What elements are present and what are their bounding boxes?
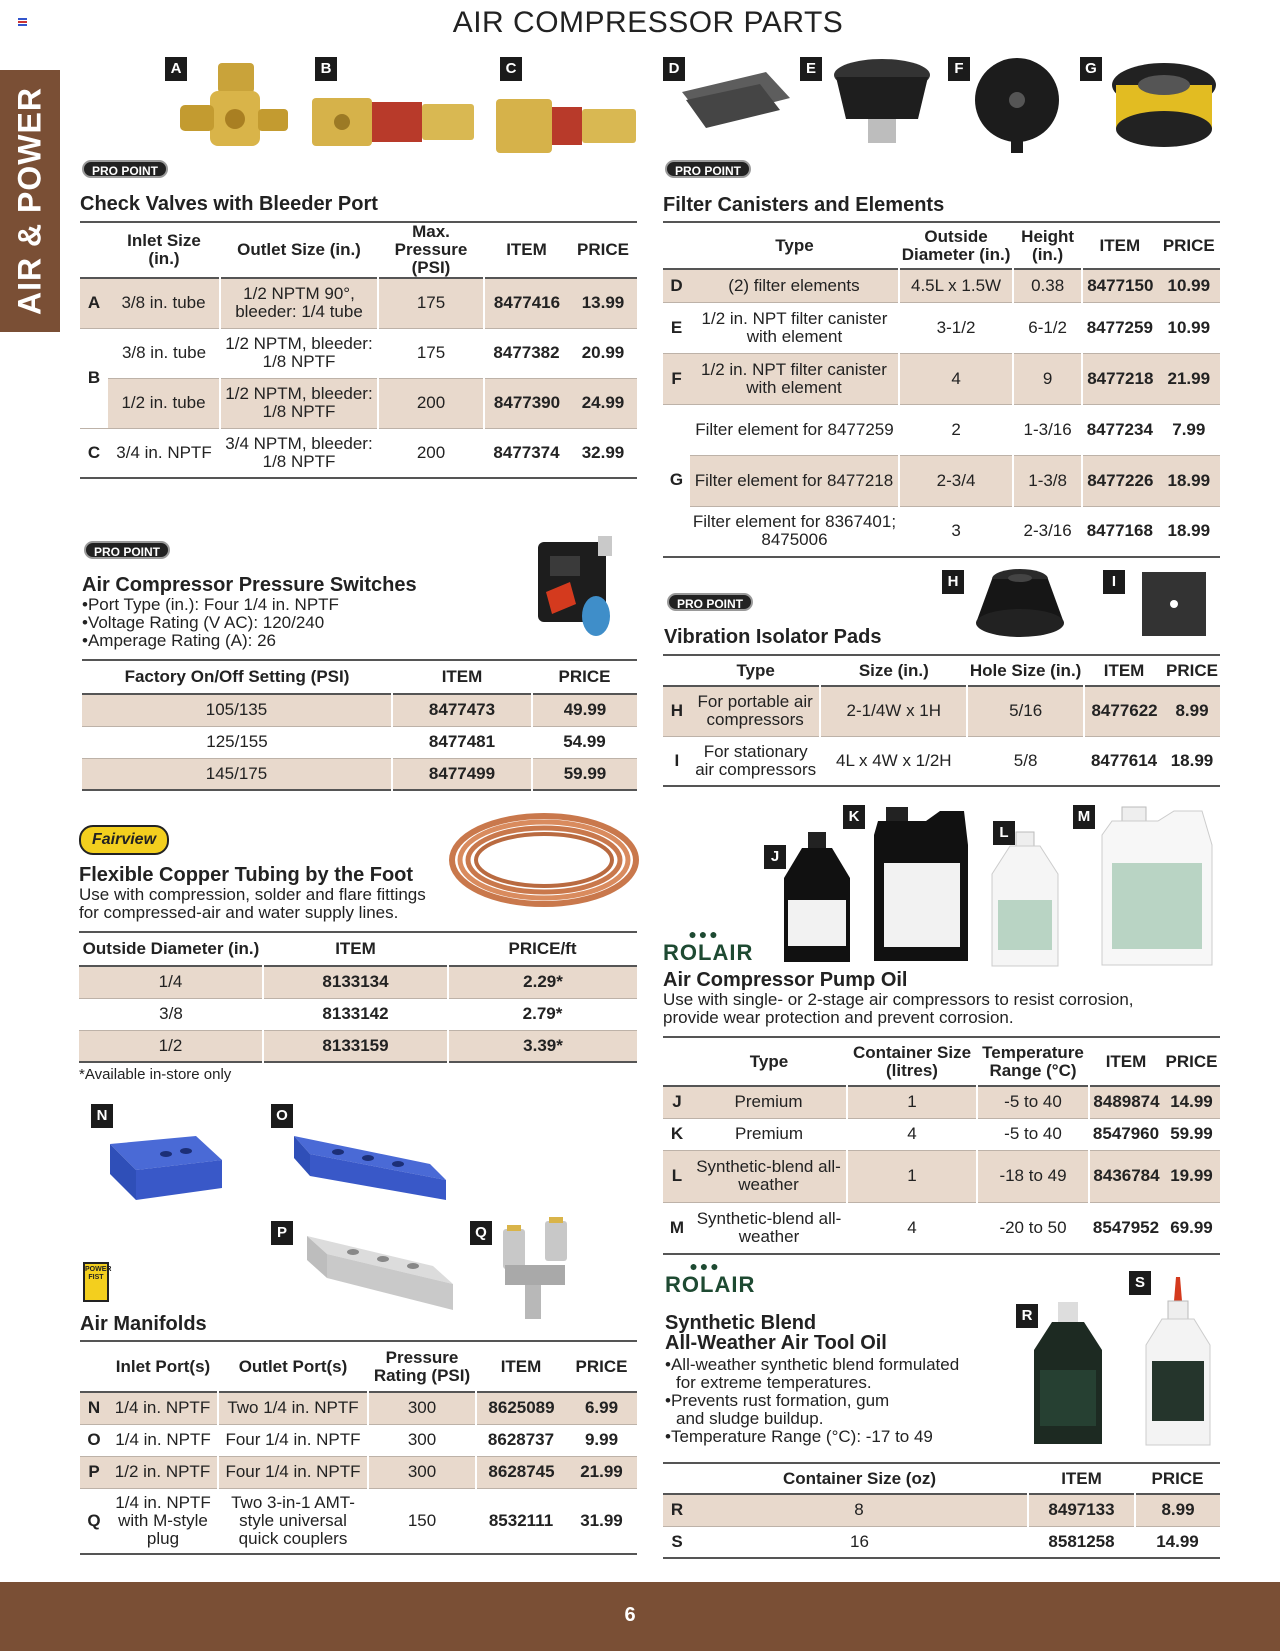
row-letter: G	[663, 404, 690, 557]
manifold-p-image	[303, 1226, 458, 1316]
diameter-cell: 3	[951, 521, 961, 541]
diameter-cell: 3-1/2	[936, 317, 976, 337]
outlet-cell: 3/4 NPTM, bleeder: 1/8 NPTF	[225, 433, 373, 471]
pump-oil-title: Air Compressor Pump Oil	[663, 969, 908, 991]
price-cell: 24.99	[569, 378, 637, 428]
table-row	[82, 694, 637, 726]
item-cell: 8477473	[392, 694, 532, 726]
outlet-cell: Two 3-in-1 AMT-style universal quick couplers	[231, 1492, 355, 1548]
row-letter: F	[663, 353, 690, 404]
item-cell: 8477622	[1084, 686, 1164, 736]
height-cell: 1-3/8	[1013, 455, 1082, 506]
title-line: All-Weather Air Tool Oil	[665, 1332, 887, 1354]
row-letter: S	[671, 1531, 683, 1551]
column-header: Container Size (litres)	[852, 1042, 972, 1080]
price-cell: 14.99	[1156, 1531, 1199, 1551]
outlet-cell: 1/2 NPTM 90°, bleeder: 1/4 tube	[220, 278, 378, 328]
side-tab	[0, 70, 60, 332]
check-valves-title: Check Valves with Bleeder Port	[80, 193, 378, 215]
price-cell: 18.99	[1167, 521, 1211, 541]
column-header: Outside Diameter (in.)	[82, 939, 260, 958]
column-header: PRICE	[1165, 1051, 1218, 1071]
pressure-switches-table	[82, 661, 637, 791]
outlet-cell: Two 1/4 in. NPTF	[218, 1392, 368, 1424]
letter-label: K	[843, 805, 865, 829]
letter-label: F	[948, 57, 970, 81]
range-cell: -5 to 40	[1004, 1124, 1062, 1143]
pressure-switch-image	[530, 532, 620, 642]
filter-canister-e-image	[832, 55, 932, 150]
hole-cell: 5/8	[1013, 750, 1038, 770]
row-letter: C	[87, 442, 101, 462]
pressure-cell: 150	[407, 1510, 437, 1530]
manifold-n-image	[106, 1126, 226, 1206]
table-row	[663, 353, 1220, 404]
size-cell: 2-1/4W x 1H	[820, 686, 967, 736]
row-letter: E	[670, 317, 683, 337]
check-valve-b-image	[312, 90, 477, 155]
height-cell: 0.38	[1013, 269, 1082, 302]
filters-title: Filter Canisters and Elements	[663, 194, 945, 216]
spec-bullet: •Prevents rust formation, gum	[665, 1391, 890, 1410]
letter-label: O	[271, 1104, 293, 1128]
height-cell: 9	[1013, 353, 1082, 404]
item-cell: 8477168	[1086, 521, 1153, 541]
row-letter: J	[663, 1086, 691, 1118]
type-cell: Filter element for 8477218	[690, 455, 899, 506]
table-row	[663, 269, 1220, 302]
range-cell: -18 to 49	[977, 1150, 1089, 1202]
item-cell: 8628745	[476, 1456, 566, 1488]
size-cell: 4	[907, 1217, 917, 1237]
page-title: AIR COMPRESSOR PARTS	[452, 6, 844, 39]
row-letter: M	[669, 1217, 685, 1237]
pro-point-logo: PRO POINT	[665, 160, 751, 178]
letter-label: E	[800, 57, 822, 81]
item-cell: 8477226	[1082, 455, 1158, 506]
letter-label: R	[1016, 1304, 1038, 1328]
column-header: Inlet Port(s)	[115, 1356, 211, 1376]
diameter-cell: 2-3/4	[899, 455, 1013, 506]
title-line: Synthetic Blend	[665, 1312, 817, 1334]
price-cell: 10.99	[1167, 317, 1211, 337]
letter-label: P	[271, 1221, 293, 1245]
column-header: Pressure Rating (PSI)	[373, 1347, 471, 1385]
table-row	[79, 966, 637, 998]
column-header: ITEM	[1103, 660, 1145, 680]
column-header: PRICE	[575, 1356, 628, 1376]
table-row	[663, 455, 1220, 506]
oil-bottle-l-image	[988, 830, 1063, 970]
copper-tubing-title: Flexible Copper Tubing by the Foot	[79, 864, 414, 886]
row-letter: A	[80, 278, 108, 328]
footnote: *Available in-store only	[79, 1066, 232, 1083]
item-cell: 8133159	[263, 1030, 448, 1062]
inlet-cell: 1/4 in. NPTF with M-style plug	[115, 1492, 211, 1548]
manifold-q-image	[495, 1215, 580, 1325]
size-cell: 8	[691, 1494, 1028, 1526]
item-cell: 8477382	[493, 343, 560, 362]
price-cell: 59.99	[1170, 1124, 1213, 1143]
type-cell: Synthetic-blend all-weather	[696, 1208, 842, 1246]
oil-jug-m-image	[1098, 805, 1216, 970]
item-cell: 8497133	[1028, 1494, 1135, 1526]
rolair-logo-text: ROLAIR	[665, 1272, 756, 1297]
column-header: Inlet Size (in.)	[127, 231, 201, 268]
row-letter: H	[663, 686, 691, 736]
price-cell: 31.99	[580, 1510, 623, 1530]
item-cell: 8628737	[487, 1430, 555, 1449]
table-row	[663, 1086, 1220, 1118]
tool-oil-title	[665, 1313, 887, 1353]
item-cell: 8477218	[1082, 353, 1158, 404]
inlet-cell: 1/2 in. tube	[108, 378, 220, 428]
description-line: provide wear protection and prevent corrosion.	[663, 1008, 1014, 1027]
table-row	[80, 428, 637, 478]
letter-label: H	[942, 570, 964, 594]
column-header: ITEM	[1105, 1051, 1147, 1071]
column-header: PRICE	[558, 667, 611, 686]
setting-cell: 145/175	[82, 758, 392, 790]
item-cell: 8477614	[1090, 750, 1158, 770]
table-row	[663, 1150, 1220, 1202]
pressure-cell: 200	[378, 378, 484, 428]
isolator-pads-title: Vibration Isolator Pads	[664, 626, 882, 648]
row-letter: B	[80, 328, 108, 428]
column-header: Size (in.)	[858, 660, 929, 680]
diameter-cell: 3/8	[159, 1004, 183, 1023]
row-letter: N	[80, 1392, 108, 1424]
tool-oil-s-image	[1142, 1275, 1214, 1450]
type-cell: For portable air compressors	[691, 686, 821, 736]
type-cell: 1/2 in. NPT filter canister with element	[701, 308, 888, 346]
row-letter: K	[670, 1124, 684, 1143]
column-header: Height (in.)	[1021, 226, 1075, 264]
copper-tubing-image	[446, 806, 642, 916]
height-cell: 2-3/16	[1023, 521, 1072, 541]
filters-table	[663, 223, 1220, 558]
column-header: Outside Diameter (in.)	[901, 226, 1011, 264]
inlet-cell: 1/2 in. NPTF	[108, 1456, 218, 1488]
table-row	[663, 1202, 1220, 1254]
item-cell: 8477416	[484, 278, 569, 328]
outlet-cell: 1/2 NPTM, bleeder: 1/8 NPTF	[220, 378, 378, 428]
price-cell: 20.99	[581, 343, 625, 362]
type-cell: Premium	[734, 1124, 803, 1143]
pressure-cell: 175	[378, 278, 484, 328]
diameter-cell: 1/2	[79, 1030, 263, 1062]
description-line: for compressed-air and water supply lines.	[79, 903, 399, 922]
column-header: Outlet Port(s)	[238, 1356, 348, 1376]
letter-label: D	[663, 57, 685, 81]
letter-label: I	[1103, 570, 1125, 594]
manifolds-title: Air Manifolds	[80, 1313, 207, 1335]
manifolds-table	[80, 1342, 637, 1555]
pressure-cell: 300	[368, 1456, 476, 1488]
diameter-cell: 2	[951, 419, 961, 439]
table-row	[80, 378, 637, 428]
item-cell: 8477259	[1086, 317, 1153, 337]
table-row	[80, 1392, 637, 1424]
pressure-switches-title: Air Compressor Pressure Switches	[82, 574, 417, 596]
tool-oil-table	[663, 1464, 1220, 1559]
pump-oil-description	[663, 991, 1134, 1027]
price-cell: 3.39*	[448, 1030, 637, 1062]
table-row	[80, 278, 637, 328]
table-row	[80, 328, 637, 378]
item-cell: 8133142	[322, 1004, 389, 1023]
price-cell: 10.99	[1158, 269, 1220, 302]
column-header: Type	[749, 1051, 789, 1071]
letter-label: L	[993, 821, 1015, 845]
column-header: Temperature Range (°C)	[982, 1042, 1084, 1080]
letter-label: N	[91, 1104, 113, 1128]
outlet-cell: Four 1/4 in. NPTF	[218, 1456, 368, 1488]
type-cell: Premium	[691, 1086, 847, 1118]
manifold-o-image	[290, 1126, 450, 1206]
price-cell: 69.99	[1170, 1217, 1213, 1237]
price-cell: 2.29*	[448, 966, 637, 998]
table-row	[663, 1494, 1220, 1526]
pressure-cell: 300	[368, 1392, 476, 1424]
description-line: Use with single- or 2-stage air compressors to resist corrosion,	[663, 990, 1134, 1009]
row-letter: I	[674, 750, 680, 770]
spec-bullet: •Amperage Rating (A): 26	[82, 631, 276, 650]
column-header: Container Size (oz)	[782, 1468, 936, 1488]
description-line: Use with compression, solder and flare fittings	[79, 885, 426, 904]
tool-oil-specs	[665, 1356, 959, 1446]
letter-label: S	[1129, 1271, 1151, 1295]
hole-cell: 5/16	[967, 686, 1084, 736]
price-cell: 19.99	[1163, 1150, 1220, 1202]
column-header: Hole Size (in.)	[969, 660, 1082, 680]
height-cell: 6-1/2	[1028, 317, 1067, 337]
spec-bullet: for extreme temperatures.	[676, 1373, 872, 1392]
check-valve-a-image	[180, 55, 295, 160]
item-cell: 8133134	[263, 966, 448, 998]
page-footer	[0, 1582, 1280, 1651]
spec-bullet: •Temperature Range (°C): -17 to 49	[665, 1427, 933, 1446]
isolator-pad-i-image	[1140, 570, 1208, 638]
column-header: PRICE	[1162, 235, 1215, 255]
rolair-logo-text: ROLAIR	[663, 940, 754, 965]
table-row	[82, 726, 637, 758]
table-row	[663, 404, 1220, 455]
pump-oil-table	[663, 1038, 1220, 1255]
table-row	[663, 686, 1220, 736]
column-header: ITEM	[1061, 1468, 1102, 1488]
type-cell: (2) filter elements	[690, 269, 899, 302]
setting-cell: 125/155	[206, 732, 268, 751]
page-number: 6	[624, 1604, 636, 1626]
type-cell: 1/2 in. NPT filter canister with element	[690, 353, 899, 404]
pressure-cell: 300	[407, 1430, 437, 1449]
filter-element-d-image	[680, 70, 792, 130]
type-cell: Synthetic-blend all-weather	[691, 1150, 847, 1202]
check-valve-c-image	[496, 95, 638, 157]
inlet-cell: 3/4 in. NPTF	[116, 442, 212, 462]
item-cell: 8477481	[428, 732, 496, 751]
column-header: Outlet Size (in.)	[237, 240, 361, 259]
tool-oil-r-image	[1028, 1300, 1108, 1448]
pressure-cell: 175	[416, 343, 446, 362]
row-letter: R	[663, 1494, 691, 1526]
column-header: Type	[775, 235, 814, 255]
price-cell: 14.99	[1163, 1086, 1220, 1118]
power-fist-logo: POWER FIST	[83, 1262, 109, 1302]
column-header: ITEM	[500, 1356, 542, 1376]
column-header: PRICE	[1166, 660, 1218, 680]
setting-cell: 105/135	[82, 694, 392, 726]
price-cell: 21.99	[1158, 353, 1220, 404]
price-cell: 6.99	[566, 1392, 637, 1424]
price-cell: 32.99	[581, 442, 625, 462]
item-cell: 8532111	[488, 1510, 554, 1530]
inlet-cell: 3/8 in. tube	[108, 278, 220, 328]
rolair-logo-mark: ●●●	[689, 1258, 721, 1274]
item-cell: 8489874	[1089, 1086, 1163, 1118]
size-cell: 4	[907, 1124, 917, 1143]
table-row	[80, 1488, 637, 1554]
size-cell: 1	[847, 1086, 977, 1118]
pressure-switches-specs	[82, 596, 339, 650]
letter-label: A	[165, 57, 187, 81]
height-cell: 1-3/16	[1023, 419, 1072, 439]
range-cell: -5 to 40	[977, 1086, 1089, 1118]
letter-label: B	[315, 57, 337, 81]
table-row	[663, 736, 1220, 786]
table-row	[79, 998, 637, 1030]
letter-label: M	[1073, 805, 1095, 829]
table-row	[80, 1456, 637, 1488]
letter-label: C	[500, 57, 522, 81]
pressure-cell: 200	[416, 442, 446, 462]
spec-bullet: •Port Type (in.): Four 1/4 in. NPTF	[82, 595, 339, 614]
column-header: Factory On/Off Setting (PSI)	[124, 667, 350, 686]
price-cell: 8.99	[1135, 1494, 1220, 1526]
table-row	[80, 1424, 637, 1456]
check-valves-table	[80, 223, 637, 479]
price-cell: 2.79*	[522, 1004, 563, 1023]
size-cell: 4L x 4W x 1/2H	[836, 750, 952, 770]
price-cell: 13.99	[569, 278, 637, 328]
range-cell: -20 to 50	[999, 1217, 1067, 1237]
pro-point-logo: PRO POINT	[82, 160, 168, 178]
inlet-cell: 1/4 in. NPTF	[108, 1392, 218, 1424]
type-cell: Filter element for 8477259	[695, 419, 894, 439]
fairview-logo: Fairview	[79, 825, 169, 855]
item-cell: 8436784	[1089, 1150, 1163, 1202]
outlet-cell: 1/2 NPTM, bleeder: 1/8 NPTF	[225, 334, 373, 371]
pro-point-logo: PRO POINT	[667, 593, 753, 611]
table-row	[663, 1118, 1220, 1150]
size-cell: 1	[847, 1150, 977, 1202]
type-cell: For stationary air compressors	[695, 741, 817, 779]
price-cell: 8.99	[1164, 686, 1220, 736]
rolair-logo	[665, 1258, 756, 1298]
inlet-cell: 3/8 in. tube	[121, 343, 207, 362]
isolator-pad-h-image	[970, 565, 1068, 645]
letter-label: J	[764, 845, 786, 869]
price-cell: 7.99	[1172, 419, 1206, 439]
column-header: Max. Pressure (PSI)	[394, 222, 468, 277]
row-letter: P	[80, 1456, 108, 1488]
spec-bullet: •Voltage Rating (V AC): 120/240	[82, 613, 325, 632]
table-row	[79, 1030, 637, 1062]
item-cell: 8547952	[1092, 1217, 1160, 1237]
price-cell: 18.99	[1158, 455, 1220, 506]
item-cell: 8477150	[1082, 269, 1158, 302]
pro-point-logo: PRO POINT	[84, 541, 170, 559]
oil-jug-k-image	[868, 805, 973, 965]
diameter-cell: 4.5L x 1.5W	[899, 269, 1013, 302]
spec-bullet: •All-weather synthetic blend formulated	[665, 1355, 960, 1374]
price-cell: 54.99	[563, 732, 606, 751]
row-letter: Q	[87, 1510, 101, 1530]
column-header: ITEM	[441, 667, 483, 686]
column-header: ITEM	[1099, 235, 1141, 255]
side-tab-label: AIR & POWER	[11, 87, 48, 315]
item-cell: 8477499	[392, 758, 532, 790]
rolair-logo-mark: ●●●	[688, 926, 720, 942]
diameter-cell: 4	[899, 353, 1013, 404]
column-header: Type	[736, 660, 775, 680]
item-cell: 8625089	[476, 1392, 566, 1424]
item-cell: 8547960	[1092, 1124, 1160, 1143]
row-letter: L	[663, 1150, 691, 1202]
row-letter: D	[663, 269, 690, 302]
item-cell: 8477234	[1086, 419, 1153, 439]
copper-tubing-table	[79, 933, 637, 1063]
item-cell: 8477374	[493, 442, 560, 462]
price-cell: 49.99	[532, 694, 637, 726]
filter-canister-f-image	[972, 55, 1062, 155]
rolair-logo	[663, 926, 754, 966]
inlet-cell: 1/4 in. NPTF	[115, 1430, 211, 1449]
column-header: ITEM	[506, 240, 547, 259]
oil-bottle-j-image	[772, 830, 862, 970]
item-cell: 8581258	[1048, 1531, 1115, 1551]
isolator-pads-table	[663, 656, 1220, 787]
diameter-cell: 1/4	[79, 966, 263, 998]
column-header: PRICE/ft	[508, 939, 577, 958]
table-row	[663, 302, 1220, 353]
row-letter: O	[87, 1430, 101, 1449]
letter-label: G	[1080, 57, 1102, 81]
size-cell: 16	[850, 1531, 869, 1551]
price-cell: 21.99	[566, 1456, 637, 1488]
type-cell: Filter element for 8367401; 8475006	[692, 512, 897, 550]
table-row	[82, 758, 637, 790]
column-header: PRICE	[577, 240, 629, 259]
copper-tubing-description	[79, 886, 426, 922]
outlet-cell: Four 1/4 in. NPTF	[225, 1430, 361, 1449]
spec-bullet: and sludge buildup.	[676, 1409, 824, 1428]
price-cell: 9.99	[584, 1430, 619, 1449]
item-cell: 8477390	[484, 378, 569, 428]
letter-label: Q	[470, 1221, 492, 1245]
price-cell: 18.99	[1170, 750, 1214, 770]
table-row	[663, 506, 1220, 557]
column-header: ITEM	[335, 939, 376, 958]
filter-element-g-image	[1108, 55, 1220, 155]
column-header: PRICE	[1151, 1468, 1204, 1488]
table-row	[663, 1526, 1220, 1558]
price-cell: 59.99	[532, 758, 637, 790]
